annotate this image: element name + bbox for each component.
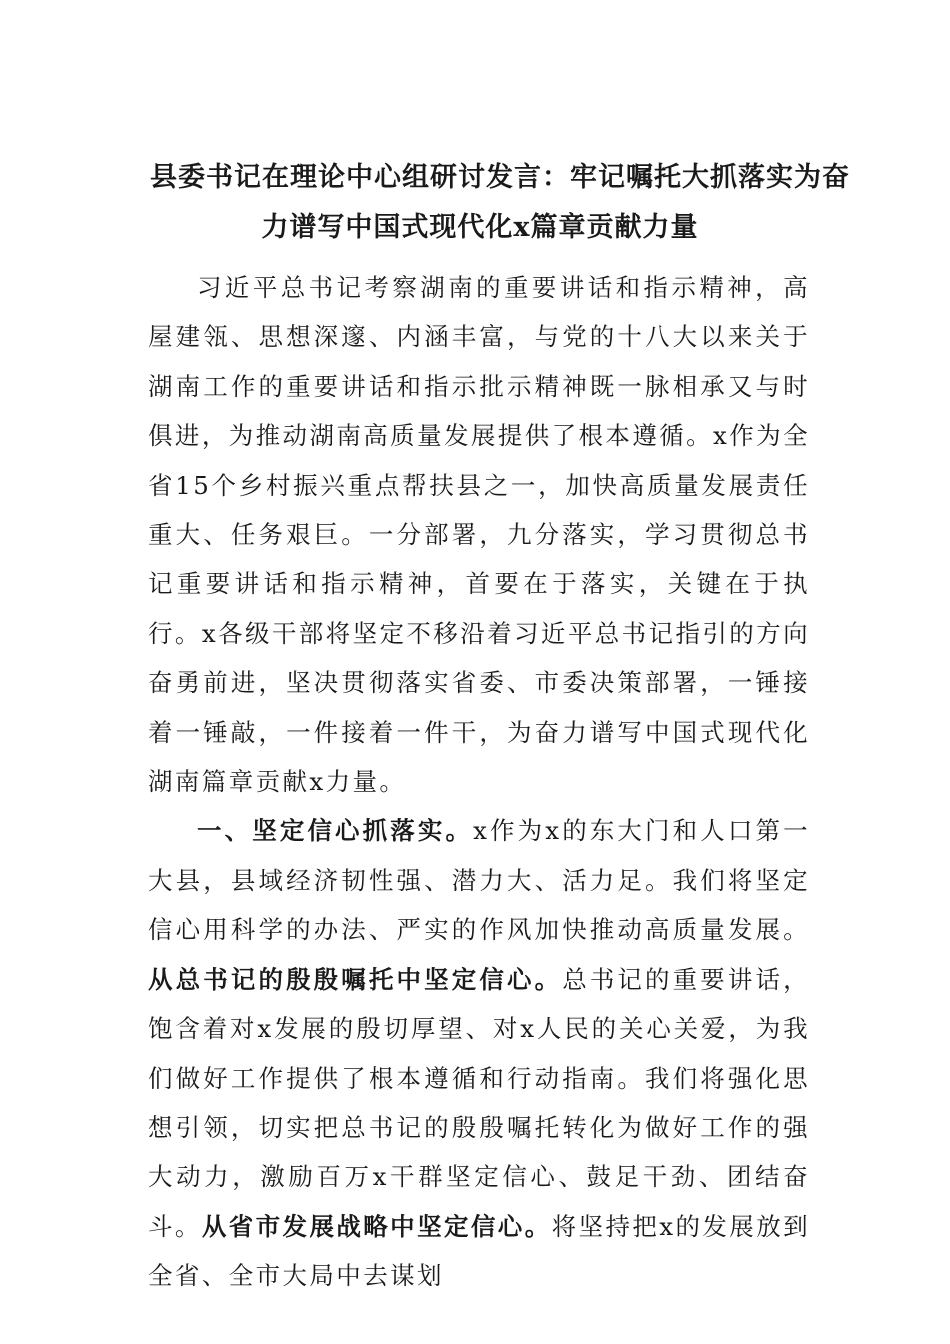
section-1-heading: 一、坚定信心抓落实。 <box>197 816 474 846</box>
section-1-paragraph <box>148 806 810 1300</box>
section-1-text-2: 总书记的重要讲话，饱含着对x发展的殷切厚望、对x人民的关心关爱，为我们做好工作提供了根本遵循和行动指南。我们将强化思想引领，切实把总书记的殷殷嘱托转化为做好工作的强大动力，激励百万x干群坚定信心、鼓足干劲、团结奋斗。 <box>148 964 811 1241</box>
section-1-text-3: 将坚持把x的发展放到全省、全市大局中去谋划 <box>148 1211 810 1291</box>
document-title-line-1: 县委书记在理论中心组研讨发言：牢记嘱托大抓落实为奋 <box>150 162 850 193</box>
intro-paragraph: 习近平总书记考察湖南的重要讲话和指示精神，高屋建瓴、思想深邃、内涵丰富，与党的十八大以来关于湖南工作的重要讲话和指示批示精神既一脉相承又与时俱进，为推动湖南高质量发展提供了根本遵循。x作为全省15个乡村振兴重点帮扶县之一，加快高质量发展责任重大、任务艰巨。一分部署，九分落实，学习贯彻总书记重要讲话和指示精神，首要在于落实，关键在于执行。x各级干部将坚定不移沿着习近平总书记指引的方向奋勇前进，坚决贯彻落实省委、市委决策部署，一锤接着一锤敲，一件接着一件干，为奋力谱写中国式现代化湖南篇章贡献x力量。 <box>148 273 810 797</box>
document-title-line-2: 力谱写中国式现代化x篇章贡献力量 <box>261 212 699 243</box>
section-1-subheading-1: 从总书记的殷殷嘱托中坚定信心。 <box>148 964 563 994</box>
section-1-text-1: x作为x的东大门和人口第一大县，县域经济韧性强、潜力大、活力足。我们将坚定信心用科学的办法、严实的作风加快推动高质量发展。 <box>148 816 810 945</box>
section-1-subheading-2: 从省市发展战略中坚定信心。 <box>201 1211 552 1241</box>
document-body <box>148 263 810 1301</box>
